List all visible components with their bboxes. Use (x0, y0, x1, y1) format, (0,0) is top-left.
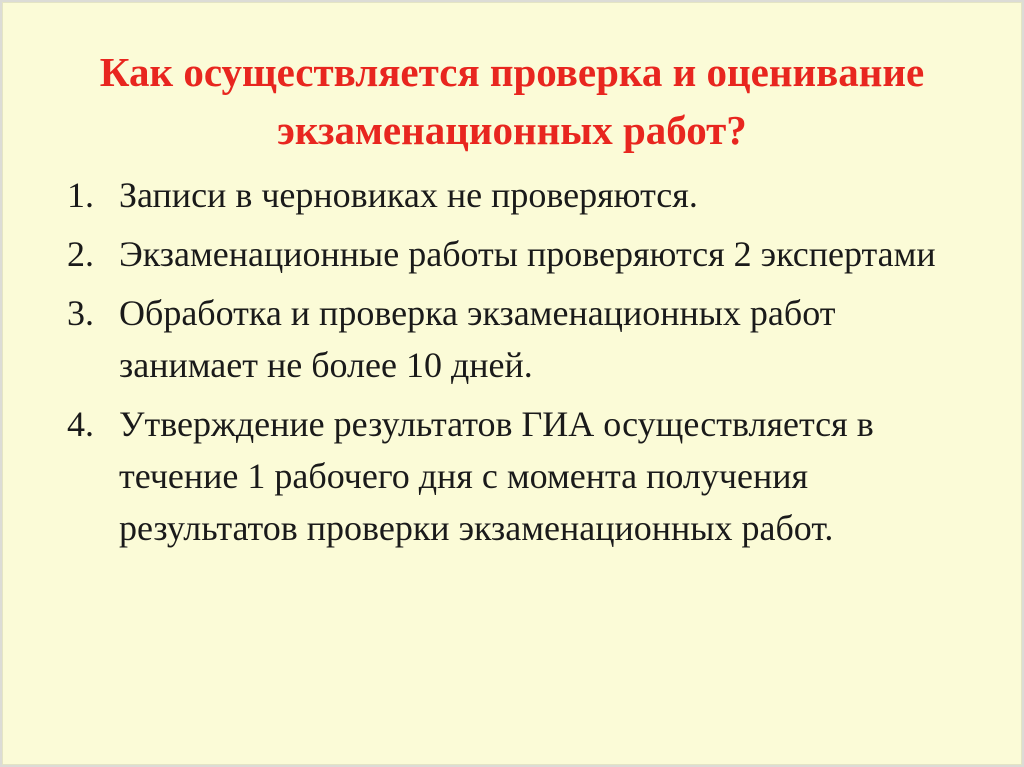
list-item-text: Записи в черновиках не проверяются. (119, 175, 698, 215)
slide-title-line-1: Как осуществляется проверка и оценивание (99, 49, 925, 95)
slide-title-line-2: экзаменационных работ? (277, 107, 747, 153)
slide-title (3, 43, 1021, 159)
list-item-text: Утверждение результатов ГИА осуществляется в течение 1 рабочего дня с момента получения результатов проверки экзаменационных работ. (119, 404, 874, 548)
list-item-number: 1. (67, 175, 94, 215)
list-item-2 (67, 228, 967, 280)
list-item-4 (67, 398, 967, 554)
slide (2, 2, 1022, 765)
list-item-number: 3. (67, 293, 94, 333)
list-item-text: Обработка и проверка экзаменационных работ занимает не более 10 дней. (119, 293, 836, 385)
list-item-text: Экзаменационные работы проверяются 2 экспертами (119, 234, 936, 274)
list-item-3 (67, 287, 967, 391)
list-item-1 (67, 169, 967, 221)
list-item-number: 2. (67, 234, 94, 274)
list-item-number: 4. (67, 404, 94, 444)
numbered-list (67, 169, 967, 561)
